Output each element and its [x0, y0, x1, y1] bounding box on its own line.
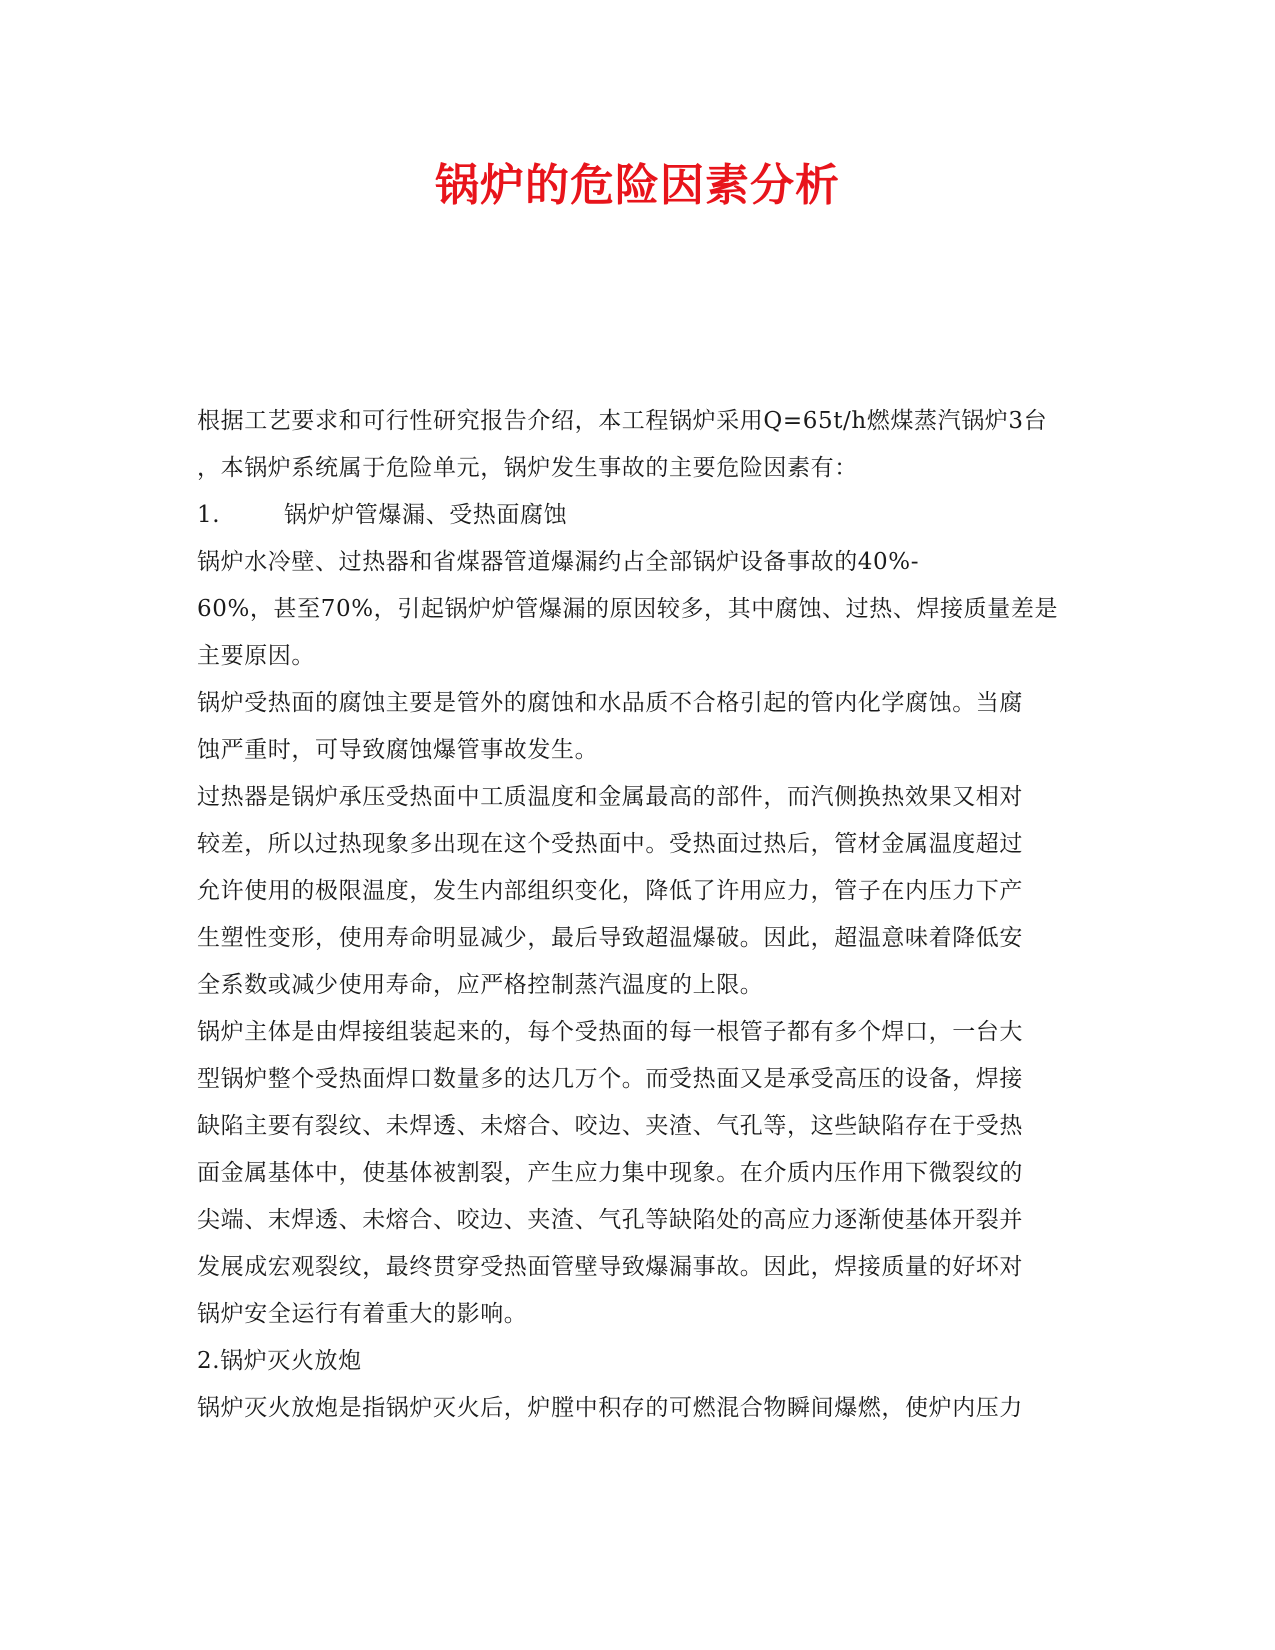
paragraph-line: ，本锅炉系统属于危险单元，锅炉发生事故的主要危险因素有： — [197, 455, 858, 481]
document-title: 锅炉的危险因素分析 — [435, 160, 840, 211]
paragraph-line: 生塑性变形，使用寿命明显减少，最后导致超温爆破。因此，超温意味着降低安 — [197, 925, 1023, 951]
paragraph-line: 锅炉水冷壁、过热器和省煤器管道爆漏约占全部锅炉设备事故的40%- — [197, 549, 920, 575]
section-heading-text: 锅炉炉管爆漏、受热面腐蚀 — [284, 502, 568, 528]
paragraph-line: 允许使用的极限温度，发生内部组织变化，降低了许用应力，管子在内压力下产 — [197, 878, 1023, 904]
paragraph-line: 主要原因。 — [197, 643, 315, 669]
paragraph-line: 全系数或减少使用寿命，应严格控制蒸汽温度的上限。 — [197, 972, 764, 998]
paragraph-line: 较差，所以过热现象多出现在这个受热面中。受热面过热后，管材金属温度超过 — [197, 831, 1023, 857]
paragraph-line: 锅炉安全运行有着重大的影响。 — [197, 1301, 528, 1327]
paragraph-line: 根据工艺要求和可行性研究报告介绍，本工程锅炉采用Q=65t/h燃煤蒸汽锅炉3台 — [197, 408, 1048, 434]
paragraph-line: 面金属基体中，使基体被割裂，产生应力集中现象。在介质内压作用下微裂纹的 — [197, 1160, 1023, 1186]
paragraph-line: 60%，甚至70%，引起锅炉炉管爆漏的原因较多，其中腐蚀、过热、焊接质量差是 — [197, 596, 1059, 622]
paragraph-line: 缺陷主要有裂纹、未焊透、未熔合、咬边、夹渣、气孔等，这些缺陷存在于受热 — [197, 1113, 1023, 1139]
paragraph-line: 型锅炉整个受热面焊口数量多的达几万个。而受热面又是承受高压的设备，焊接 — [197, 1066, 1023, 1092]
paragraph-line: 发展成宏观裂纹，最终贯穿受热面管壁导致爆漏事故。因此，焊接质量的好坏对 — [197, 1254, 1023, 1280]
paragraph-line: 过热器是锅炉承压受热面中工质温度和金属最高的部件，而汽侧换热效果又相对 — [197, 784, 1023, 810]
section-number: 1. — [197, 502, 221, 528]
paragraph-line: 锅炉主体是由焊接组装起来的，每个受热面的每一根管子都有多个焊口，一台大 — [197, 1019, 1023, 1045]
paragraph-line: 锅炉灭火放炮是指锅炉灭火后，炉膛中积存的可燃混合物瞬间爆燃，使炉内压力 — [197, 1395, 1023, 1421]
section-heading-2: 2.锅炉灭火放炮 — [197, 1348, 362, 1374]
section-heading-1 — [197, 499, 567, 531]
paragraph-line: 锅炉受热面的腐蚀主要是管外的腐蚀和水品质不合格引起的管内化学腐蚀。当腐 — [197, 690, 1023, 716]
paragraph-line: 尖端、末焊透、未熔合、咬边、夹渣、气孔等缺陷处的高应力逐渐使基体开裂并 — [197, 1207, 1023, 1233]
paragraph-line: 蚀严重时，可导致腐蚀爆管事故发生。 — [197, 737, 599, 763]
